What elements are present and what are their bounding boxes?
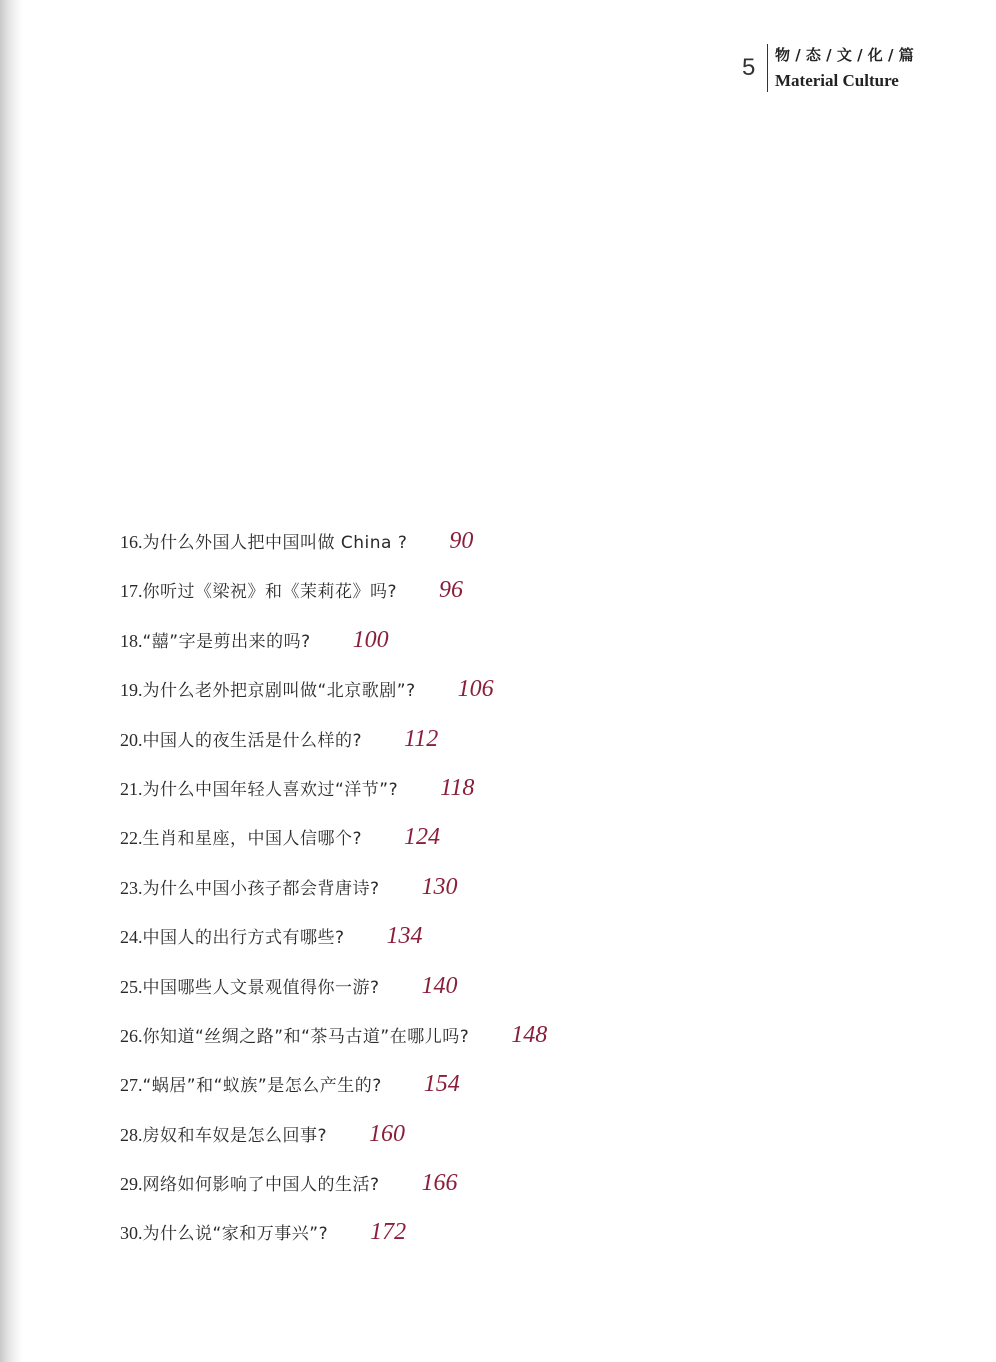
toc-entry[interactable]: [120, 973, 920, 1022]
toc-entry[interactable]: [120, 1121, 920, 1170]
toc-entry-number: 22.: [120, 828, 143, 849]
toc-entry-page: 124: [404, 824, 441, 851]
toc-entry-number: 29.: [120, 1174, 143, 1195]
toc-entry-page: 100: [352, 626, 389, 653]
toc-entry-title: 为什么说“家和万事兴”?: [142, 1224, 329, 1245]
toc-entry[interactable]: [120, 1022, 920, 1071]
toc-entry[interactable]: [120, 874, 920, 923]
toc-entry-number: 24.: [120, 927, 143, 948]
toc-entry-number: 16.: [120, 532, 143, 552]
toc-entry-title: 中国哪些人文景观值得你一游?: [142, 977, 380, 998]
toc-entry-title: 为什么中国小孩子都会背唐诗?: [142, 878, 380, 899]
toc-entry[interactable]: [120, 1170, 920, 1219]
section-title-english: Material Culture: [775, 71, 899, 90]
toc-entry-number: 18.: [120, 630, 143, 651]
toc-entry-number: 25.: [120, 976, 143, 997]
toc-entry-page: 140: [421, 972, 458, 999]
toc-entry-title: 房奴和车奴是怎么回事?: [142, 1125, 328, 1146]
toc-entry[interactable]: [120, 676, 920, 725]
toc-entry-number: 28.: [120, 1124, 143, 1145]
toc-entry-number: 17.: [120, 581, 143, 602]
toc-entry-title: 网络如何影响了中国人的生活?: [142, 1175, 380, 1196]
toc-entry-page: 112: [404, 725, 439, 752]
toc-entry[interactable]: [120, 1219, 920, 1268]
toc-entry-page: 130: [421, 873, 458, 900]
toc-entry-page: 166: [421, 1170, 458, 1197]
toc-entry-title: 为什么外国人把中国叫做 China ?: [142, 533, 408, 553]
running-header: [742, 44, 982, 94]
toc-entry-page: 172: [370, 1219, 407, 1246]
header-divider: [767, 44, 768, 92]
toc-entry-number: 23.: [120, 877, 143, 898]
toc-entry-title: “蜗居”和“蚁族”是怎么产生的?: [142, 1076, 382, 1097]
toc-entry-page: 160: [369, 1120, 406, 1147]
toc-entry-number: 26.: [120, 1025, 143, 1046]
toc-entry-title: 你听过《梁祝》和《茉莉花》吗?: [142, 582, 398, 603]
toc-entry[interactable]: [120, 577, 920, 626]
toc-entry[interactable]: [120, 627, 920, 676]
toc-entry[interactable]: [120, 824, 920, 873]
toc-entry[interactable]: [120, 1071, 920, 1120]
toc-entry-title: 中国人的出行方式有哪些?: [142, 928, 345, 949]
toc-entry-page: 96: [439, 577, 464, 604]
toc-entry-title: “囍”字是剪出来的吗?: [142, 631, 311, 652]
toc-entry-title: 你知道“丝绸之路”和“茶马古道”在哪儿吗?: [142, 1026, 470, 1047]
toc-entry-number: 27.: [120, 1075, 143, 1096]
table-of-contents: [120, 528, 920, 1269]
toc-entry-title: 为什么中国年轻人喜欢过“洋节”?: [142, 779, 399, 800]
toc-entry-page: 106: [457, 676, 494, 703]
page-number: 5: [742, 54, 756, 81]
toc-entry-number: 30.: [120, 1223, 143, 1244]
toc-entry-title: 为什么老外把京剧叫做“北京歌剧”?: [142, 681, 416, 702]
toc-entry-title: 生肖和星座，中国人信哪个?: [142, 829, 363, 850]
toc-entry-number: 21.: [120, 778, 143, 799]
toc-entry[interactable]: [120, 726, 920, 775]
toc-entry-page: 90: [449, 528, 474, 554]
toc-entry[interactable]: [120, 528, 920, 577]
toc-entry-page: 134: [386, 923, 423, 950]
toc-entry[interactable]: [120, 923, 920, 972]
section-title-chinese: 物 / 态 / 文 / 化 / 篇: [775, 46, 914, 64]
toc-entry[interactable]: [120, 775, 920, 824]
toc-entry-number: 19.: [120, 680, 143, 701]
toc-entry-page: 118: [440, 774, 475, 801]
page-spine-shadow: [0, 0, 22, 1362]
toc-entry-page: 154: [423, 1071, 460, 1098]
toc-entry-number: 20.: [120, 729, 143, 750]
toc-entry-title: 中国人的夜生活是什么样的?: [142, 730, 363, 751]
toc-entry-page: 148: [511, 1021, 548, 1048]
